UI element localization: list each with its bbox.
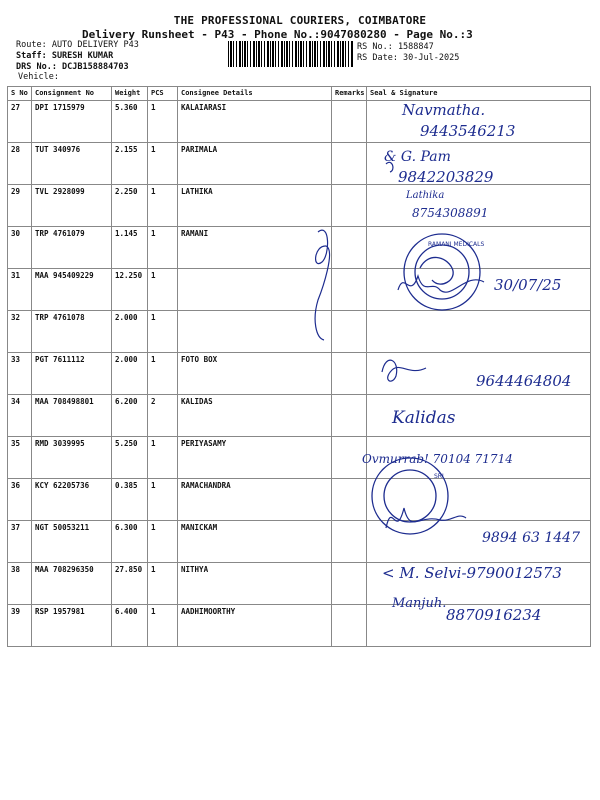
hw-r28-sig: & G. Pam [384,149,451,165]
cell-weight: 1.145 [112,227,148,269]
hw-r38-sig: < M. Selvi-9790012573 [382,564,562,582]
cell-weight: 6.300 [112,521,148,563]
cell-weight: 6.200 [112,395,148,437]
cell-pcs: 1 [148,101,178,143]
cell-consignee: AADHIMOORTHY [178,605,332,647]
cell-sno: 34 [8,395,32,437]
rs-date: RS Date: 30-Jul-2025 [357,53,460,63]
cell-remarks [332,185,367,227]
cell-consignment: PGT 7611112 [32,353,112,395]
cell-pcs: 1 [148,605,178,647]
col-sno: S No [8,87,32,101]
table-row [8,227,591,269]
table-row [8,479,591,521]
cell-remarks [332,563,367,605]
cell-consignee: LATHIKA [178,185,332,227]
col-weight: Weight [112,87,148,101]
hw-r35-text: Ovmurrab! 70104 71714 [362,452,513,466]
cell-weight: 2.155 [112,143,148,185]
route-text: Route: AUTO DELIVERY P43 [16,40,139,50]
cell-consignment: RMD 3039995 [32,437,112,479]
company-title: THE PROFESSIONAL COURIERS, COIMBATORE [173,14,427,27]
cell-sno: 31 [8,269,32,311]
cell-consignee: NITHYA [178,563,332,605]
cell-consignee [178,269,332,311]
cell-weight: 0.385 [112,479,148,521]
hw-r34-name: Kalidas [392,408,456,428]
cell-remarks [332,521,367,563]
cell-signature [367,479,591,521]
circle-stamp-text: SRI [434,473,444,480]
hw-r37-phone: 9894 63 1447 [482,530,580,546]
cell-remarks [332,605,367,647]
cell-pcs: 1 [148,227,178,269]
cell-weight: 2.000 [112,311,148,353]
cell-consignment: MAA 945409229 [32,269,112,311]
runsheet-subtitle: Delivery Runsheet - P43 - Phone No.:9047080280 - Page No.:3 [82,28,473,41]
hw-r39-name: Manjuh. [392,596,447,611]
cell-consignee: RAMACHANDRA [178,479,332,521]
cell-consignee: PERIYASAMY [178,437,332,479]
cell-remarks [332,311,367,353]
drs-number: DRS No.: DCJB158884703 [16,62,129,72]
table-row [8,185,591,227]
cell-consignment: MAA 708498801 [32,395,112,437]
cell-pcs: 1 [148,521,178,563]
cell-consignment: RSP 1957981 [32,605,112,647]
cell-consignee: FOTO BOX [178,353,332,395]
cell-consignment: TRP 4761079 [32,227,112,269]
hw-r31-date: 30/07/25 [494,276,562,294]
cell-remarks [332,269,367,311]
cell-signature [367,227,591,269]
cell-sno: 29 [8,185,32,227]
cell-consignment: NGT 50053211 [32,521,112,563]
cell-sno: 32 [8,311,32,353]
cell-sno: 30 [8,227,32,269]
table-row [8,311,591,353]
cell-remarks [332,101,367,143]
cell-pcs: 1 [148,563,178,605]
col-pcs: PCS [148,87,178,101]
col-consignee: Consignee Details [178,87,332,101]
cell-weight: 6.400 [112,605,148,647]
cell-consignment: MAA 708296350 [32,563,112,605]
cell-consignee: KALIDAS [178,395,332,437]
cell-consignee [178,311,332,353]
hw-r28-phone: 9842203829 [398,168,494,186]
cell-pcs: 1 [148,311,178,353]
cell-pcs: 1 [148,143,178,185]
cell-pcs: 1 [148,185,178,227]
hw-r29-name: Lathika [406,190,445,201]
cell-weight: 5.250 [112,437,148,479]
hw-r39-phone: 8870916234 [446,606,542,624]
cell-sno: 38 [8,563,32,605]
cell-weight: 5.360 [112,101,148,143]
vehicle-label: Vehicle: [18,72,59,82]
cell-pcs: 1 [148,353,178,395]
cell-consignee: PARIMALA [178,143,332,185]
cell-sno: 35 [8,437,32,479]
cell-weight: 27.850 [112,563,148,605]
ramani-stamp-text: RAMANI MEDICALS [428,241,485,248]
staff-text: Staff: SURESH KUMAR [16,51,114,61]
hw-r27-phone: 9443546213 [420,122,516,140]
cell-consignee: RAMANI [178,227,332,269]
cell-consignee: KALAIARASI [178,101,332,143]
cell-sno: 36 [8,479,32,521]
cell-sno: 37 [8,521,32,563]
table-row [8,143,591,185]
col-remarks: Remarks [332,87,367,101]
cell-weight: 2.250 [112,185,148,227]
col-consignment: Consignment No [32,87,112,101]
cell-consignment: TUT 340976 [32,143,112,185]
cell-remarks [332,143,367,185]
cell-pcs: 1 [148,437,178,479]
table-row [8,395,591,437]
cell-consignment: TRP 4761078 [32,311,112,353]
cell-sno: 33 [8,353,32,395]
barcode [228,41,354,67]
cell-weight: 2.000 [112,353,148,395]
cell-pcs: 1 [148,269,178,311]
col-seal-signature: Seal & Signature [367,87,591,101]
cell-consignment: DPI 1715979 [32,101,112,143]
cell-consignment: TVL 2928099 [32,185,112,227]
hw-r27-name: Navmatha. [402,101,486,119]
cell-pcs: 1 [148,479,178,521]
cell-pcs: 2 [148,395,178,437]
cell-consignee: MANICKAM [178,521,332,563]
cell-weight: 12.250 [112,269,148,311]
cell-consignment: KCY 62205736 [32,479,112,521]
cell-sno: 39 [8,605,32,647]
hw-r29-phone: 8754308891 [412,206,489,220]
hw-r33-phone: 9644464804 [476,372,572,390]
cell-remarks [332,353,367,395]
cell-signature [367,311,591,353]
cell-remarks [332,227,367,269]
table-header-row [8,87,591,101]
cell-remarks [332,395,367,437]
cell-remarks [332,479,367,521]
rs-number: RS No.: 1588847 [357,42,434,52]
cell-sno: 27 [8,101,32,143]
runsheet-table [7,86,591,647]
cell-sno: 28 [8,143,32,185]
